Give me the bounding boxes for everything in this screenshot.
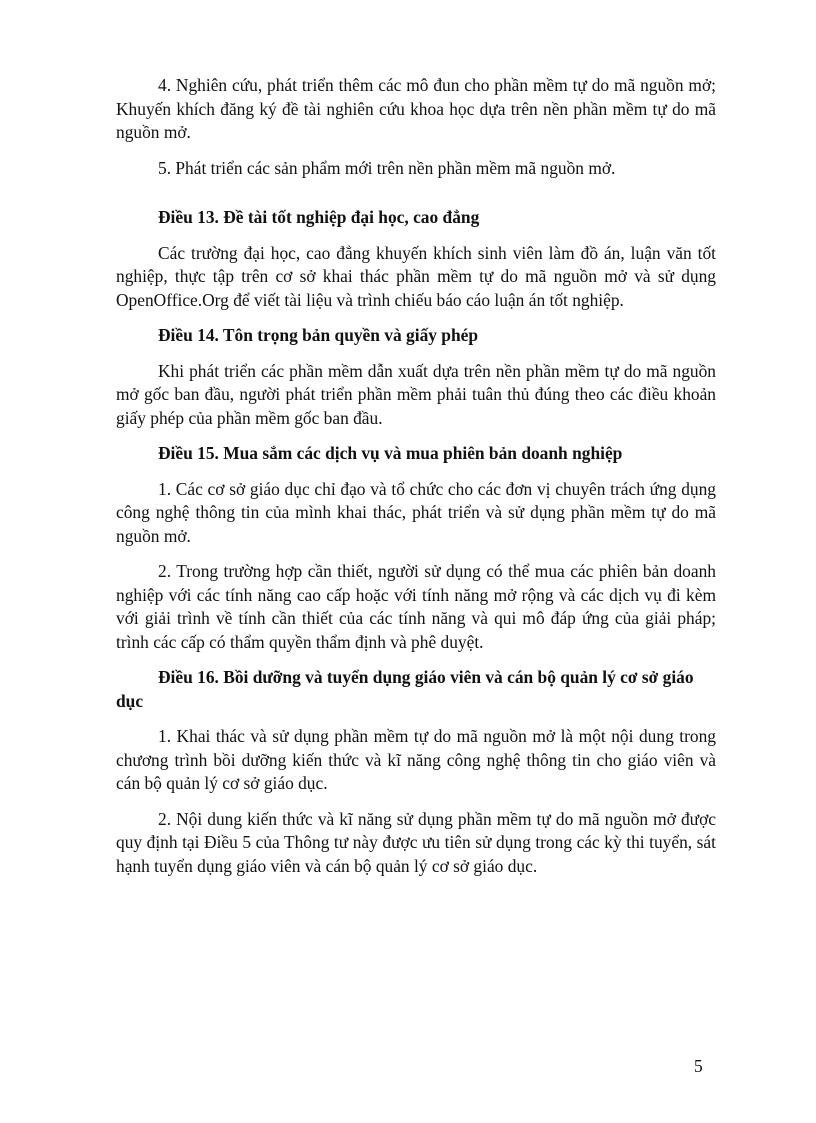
article-13-title: Điều 13. Đề tài tốt nghiệp đại học, cao đẳng — [158, 207, 480, 227]
paragraph-item-5: 5. Phát triển các sản phẩm mới trên nền phần mềm mã nguồn mở. — [158, 157, 616, 178]
article-15-title: Điều 15. Mua sắm các dịch vụ và mua phiên bản doanh nghiệp — [158, 443, 623, 463]
paragraph-item-4: 4. Nghiên cứu, phát triển thêm các mô đun cho phần mềm tự do mã nguồn mở; Khuyến khích đăng ký đề tài nghiên cứu khoa học dựa trên nền phần mềm tự do mã nguồn mở. — [116, 75, 716, 142]
article-16-title: Điều 16. Bồi dưỡng và tuyển dụng giáo viên và cán bộ quản lý cơ sở giáo dục — [116, 667, 694, 711]
page-number: 5 — [694, 1056, 703, 1076]
article-16-item-2: 2. Nội dung kiến thức và kĩ năng sử dụng phần mềm tự do mã nguồn mở được quy định tại Điều 5 của Thông tư này được ưu tiên sử dụng trong các kỳ thi tuyển, sát hạnh tuyển dụng giáo viên và cán bộ quản lý cơ sở giáo dục. — [116, 808, 716, 876]
article-15-item-2: 2. Trong trường hợp cần thiết, người sử dụng có thể mua các phiên bản doanh nghiệp với các tính năng cao cấp hoặc với tính năng mở rộng và các dịch vụ đi kèm với giải trình về tính cần thiết của các tính năng và qui mô đáp ứng của giải pháp; trình các cấp có thẩm quyền thẩm định và phê duyệt. — [116, 561, 716, 652]
article-14-body: Khi phát triển các phần mềm dẫn xuất dựa trên nền phần mềm tự do mã nguồn mở gốc ban đầu, người phát triển phần mềm phải tuân thủ đúng theo các điều khoản giấy phép của phần mềm gốc ban đầu. — [116, 360, 716, 428]
article-16-item-1: 1. Khai thác và sử dụng phần mềm tự do mã nguồn mở là một nội dung trong chương trình bồi dưỡng kiến thức và kĩ năng công nghệ thông tin cho giáo viên và cán bộ quản lý cơ sở giáo dục. — [116, 726, 716, 793]
article-14-title: Điều 14. Tôn trọng bản quyền và giấy phép — [158, 325, 479, 345]
document-page — [116, 74, 716, 890]
article-15-item-1: 1. Các cơ sở giáo dục chỉ đạo và tổ chức cho các đơn vị chuyên trách ứng dụng công nghệ thông tin của mình khai thác, phát triển và sử dụng phần mềm tự do mã nguồn mở. — [116, 478, 716, 546]
article-13-body: Các trường đại học, cao đẳng khuyến khích sinh viên làm đồ án, luận văn tốt nghiệp, thực tập trên cơ sở khai thác phần mềm tự do mã nguồn mở và sử dụng OpenOffice.Org để viết tài liệu và trình chiếu báo cáo luận án tốt nghiệp. — [116, 242, 716, 310]
